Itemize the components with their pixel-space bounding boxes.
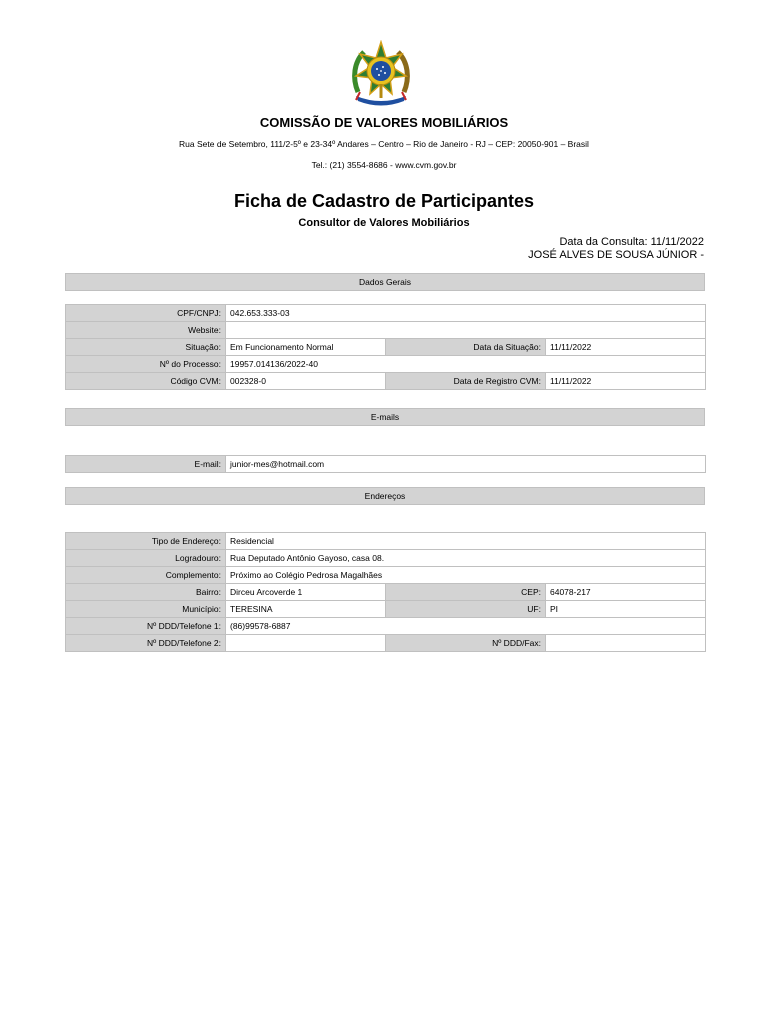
data-registro-label: Data de Registro CVM: — [386, 373, 546, 390]
complemento-label: Complemento: — [66, 567, 226, 584]
addresses-table — [65, 532, 706, 652]
email-value: junior-mes@hotmail.com — [226, 456, 706, 473]
table-row — [66, 533, 706, 550]
data-situacao-value: 11/11/2022 — [546, 339, 706, 356]
website-label: Website: — [66, 322, 226, 339]
organization-address: Rua Sete de Setembro, 111/2-5º e 23-34º Andares – Centro – Rio de Janeiro - RJ – CEP: 20050-901 – Brasil — [179, 139, 589, 149]
telefone2-label: Nº DDD/Telefone 2: — [66, 635, 226, 652]
situacao-value: Em Funcionamento Normal — [226, 339, 386, 356]
organization-contact: Tel.: (21) 3554-8686 - www.cvm.gov.br — [311, 160, 457, 170]
uf-value: PI — [546, 601, 706, 618]
telefone2-value — [226, 635, 386, 652]
page-subtitle: Consultor de Valores Mobiliários — [298, 217, 470, 229]
bairro-value: Dirceu Arcoverde 1 — [226, 584, 386, 601]
table-row — [66, 456, 706, 473]
coat-of-arms-icon — [350, 40, 412, 106]
situacao-label: Situação: — [66, 339, 226, 356]
complemento-value: Próximo ao Colégio Pedrosa Magalhães — [226, 567, 706, 584]
bairro-label: Bairro: — [66, 584, 226, 601]
logradouro-label: Logradouro: — [66, 550, 226, 567]
table-row — [66, 584, 706, 601]
query-date: Data da Consulta: 11/11/2022 — [559, 236, 704, 248]
fax-value — [546, 635, 706, 652]
uf-label: UF: — [386, 601, 546, 618]
table-row — [66, 305, 706, 322]
table-row — [66, 339, 706, 356]
cep-value: 64078-217 — [546, 584, 706, 601]
municipio-label: Município: — [66, 601, 226, 618]
table-row — [66, 567, 706, 584]
organization-name: COMISSÃO DE VALORES MOBILIÁRIOS — [259, 115, 509, 130]
email-label: E-mail: — [66, 456, 226, 473]
emails-table — [65, 455, 706, 473]
general-data-table — [65, 304, 706, 390]
logradouro-value: Rua Deputado Antônio Gayoso, casa 08. — [226, 550, 706, 567]
data-situacao-label: Data da Situação: — [386, 339, 546, 356]
table-row — [66, 322, 706, 339]
telefone1-value: (86)99578-6887 — [226, 618, 706, 635]
table-row — [66, 635, 706, 652]
table-row — [66, 601, 706, 618]
section-general-header: Dados Gerais — [65, 273, 705, 291]
cep-label: CEP: — [386, 584, 546, 601]
table-row — [66, 550, 706, 567]
fax-label: Nº DDD/Fax: — [386, 635, 546, 652]
table-row — [66, 618, 706, 635]
section-emails-header: E-mails — [65, 408, 705, 426]
table-row — [66, 373, 706, 390]
website-value — [226, 322, 706, 339]
municipio-value: TERESINA — [226, 601, 386, 618]
page-title: Ficha de Cadastro de Participantes — [233, 191, 535, 211]
codigo-cvm-value: 002328-0 — [226, 373, 386, 390]
cpf-value: 042.653.333-03 — [226, 305, 706, 322]
processo-value: 19957.014136/2022-40 — [226, 356, 706, 373]
tipo-endereco-value: Residencial — [226, 533, 706, 550]
cpf-label: CPF/CNPJ: — [66, 305, 226, 322]
processo-label: Nº do Processo: — [66, 356, 226, 373]
table-row — [66, 356, 706, 373]
section-addresses-header: Endereços — [65, 487, 705, 505]
telefone1-label: Nº DDD/Telefone 1: — [66, 618, 226, 635]
participant-name: JOSÉ ALVES DE SOUSA JÚNIOR - — [528, 249, 704, 261]
codigo-cvm-label: Código CVM: — [66, 373, 226, 390]
tipo-endereco-label: Tipo de Endereço: — [66, 533, 226, 550]
data-registro-value: 11/11/2022 — [546, 373, 706, 390]
